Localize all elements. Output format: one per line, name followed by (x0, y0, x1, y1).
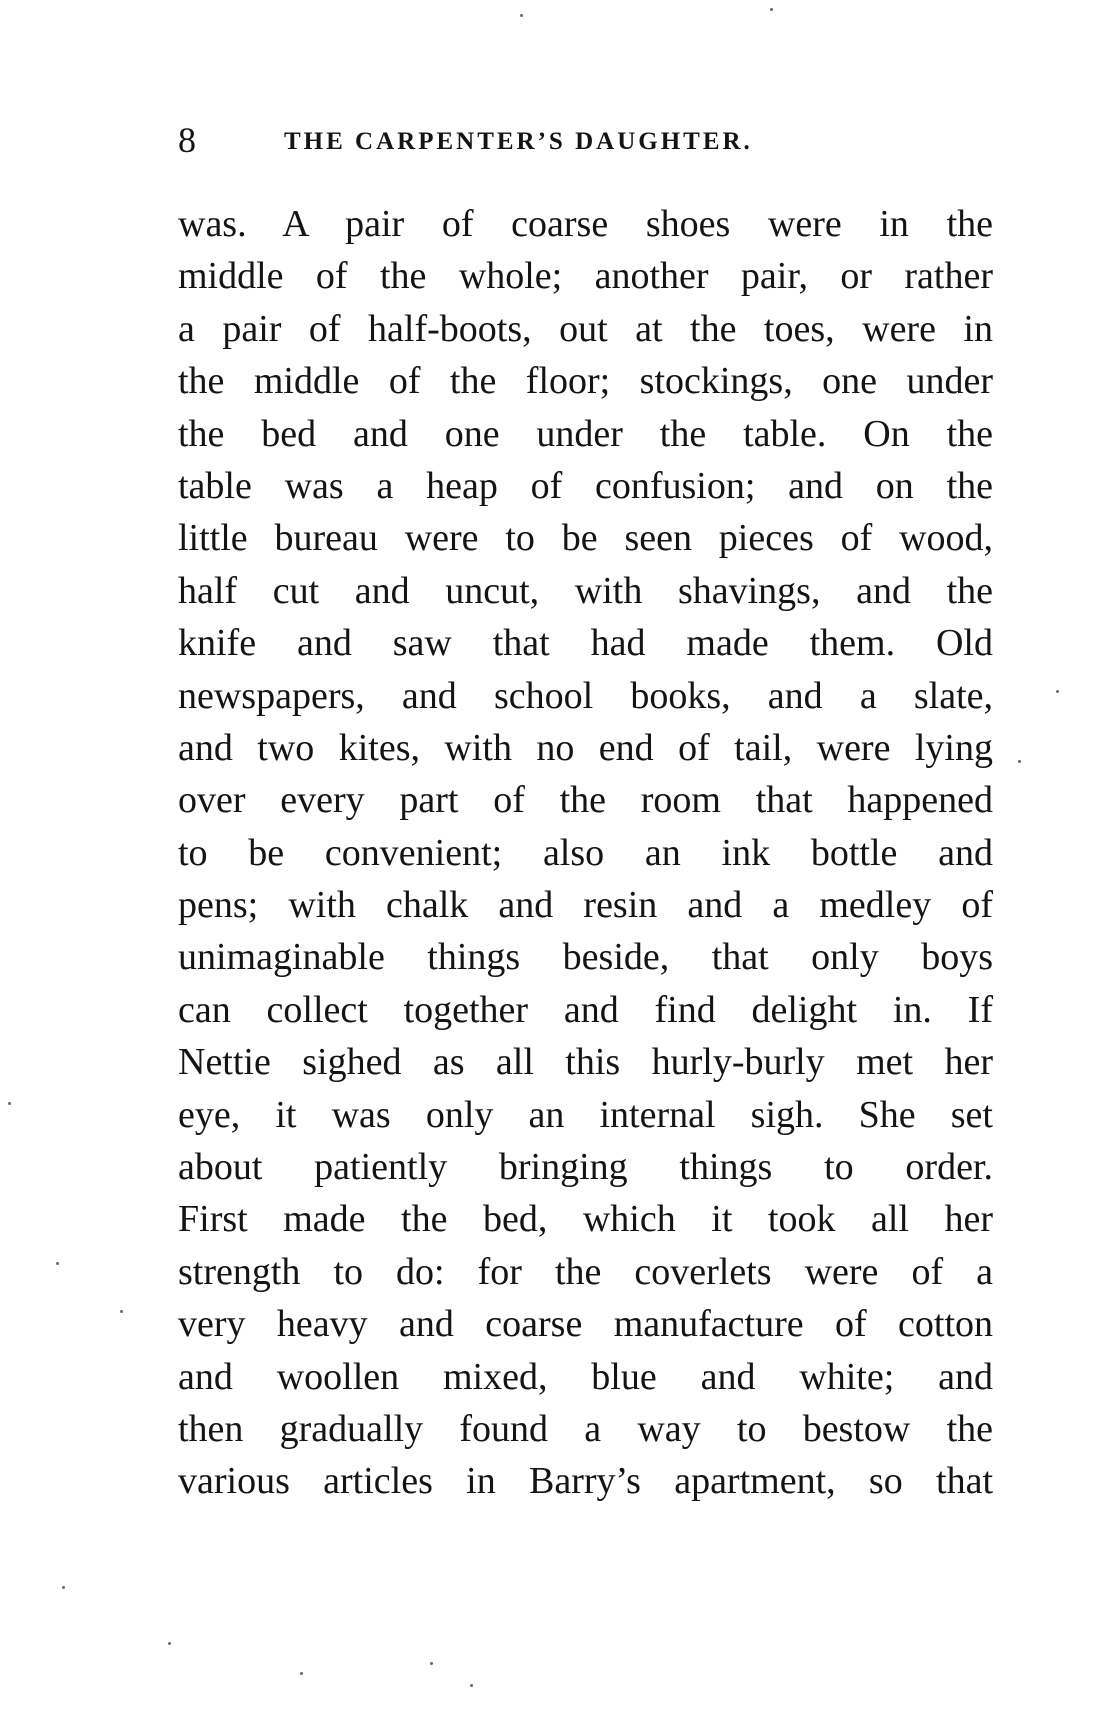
running-title: THE CARPENTER’S DAUGHTER. (284, 128, 753, 155)
text-line: to be convenient; also an ink bottle and (178, 831, 993, 874)
running-header (178, 120, 998, 170)
text-line: very heavy and coarse manufacture of cotton (178, 1303, 993, 1346)
text-line: knife and saw that had made them. Old (178, 622, 993, 665)
scan-speck (120, 1310, 123, 1313)
text-line: First made the bed, which it took all her (178, 1198, 993, 1241)
text-line: table was a heap of confusion; and on the (178, 464, 993, 507)
text-line: little bureau were to be seen pieces of wood, (178, 517, 993, 560)
text-line: various articles in Barry’s apartment, so that (178, 1460, 993, 1503)
scan-speck (520, 14, 523, 17)
text-line: can collect together and find delight in. If (178, 988, 993, 1031)
scan-speck (1056, 690, 1059, 693)
scan-speck (168, 1642, 171, 1645)
page-number: 8 (178, 120, 196, 160)
text-line: the bed and one under the table. On the (178, 412, 993, 455)
scan-speck (62, 1586, 65, 1589)
text-line: about patiently bringing things to order. (178, 1146, 993, 1189)
scan-speck (770, 8, 773, 11)
scan-speck (300, 1672, 303, 1675)
text-line: over every part of the room that happened (178, 779, 993, 822)
scan-speck (470, 1684, 473, 1687)
text-line: newspapers, and school books, and a slate, (178, 674, 993, 717)
text-line: Nettie sighed as all this hurly-burly met her (178, 1041, 993, 1084)
text-line: the middle of the floor; stockings, one under (178, 360, 993, 403)
text-line: eye, it was only an internal sigh. She set (178, 1093, 993, 1136)
text-line: strength to do: for the coverlets were of a (178, 1250, 993, 1293)
body-text (178, 198, 993, 1508)
text-line: was. A pair of coarse shoes were in the (178, 203, 993, 245)
scan-speck (1018, 760, 1021, 763)
text-line: pens; with chalk and resin and a medley of (178, 884, 993, 927)
scan-speck (8, 1102, 11, 1105)
text-line: and two kites, with no end of tail, were lying (178, 726, 993, 769)
text-line: middle of the whole; another pair, or rather (178, 255, 993, 298)
text-line: then gradually found a way to bestow the (178, 1407, 993, 1450)
scan-speck (430, 1662, 433, 1665)
text-line: unimaginable things beside, that only boys (178, 936, 993, 979)
text-line: half cut and uncut, with shavings, and the (178, 569, 993, 612)
scan-speck (56, 1262, 59, 1265)
text-line: a pair of half-boots, out at the toes, were in (178, 307, 993, 350)
text-line: and woollen mixed, blue and white; and (178, 1355, 993, 1398)
